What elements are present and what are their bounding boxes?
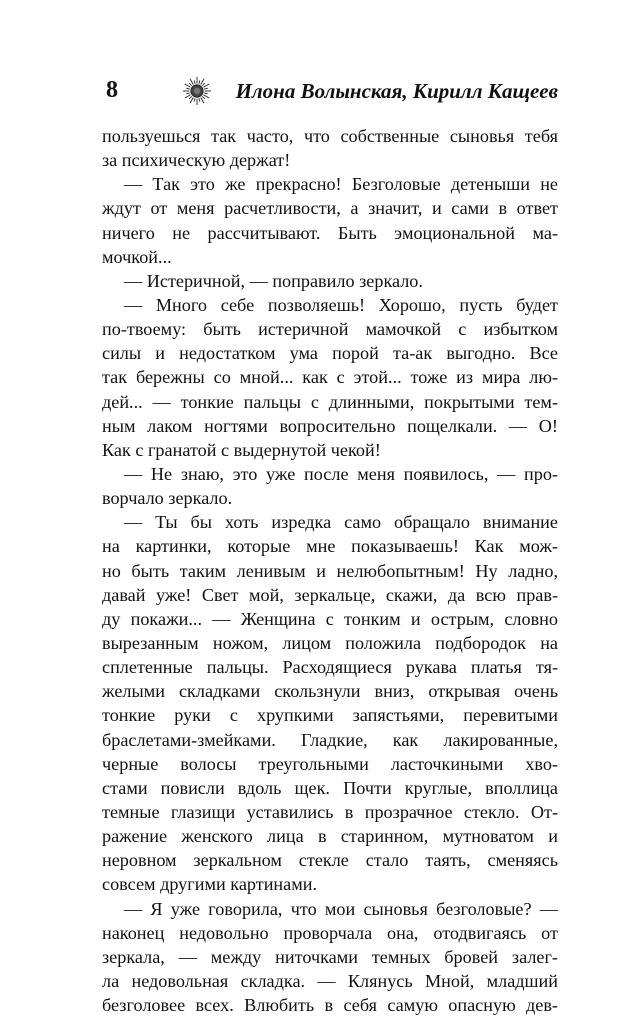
text-line: наконец недовольно проворчала она, отодвигаясь от [102, 922, 558, 943]
text-line: на картинки, которые мне показываешь! Как мож- [102, 536, 558, 557]
running-head [100, 70, 560, 110]
text-line: пользуешься так часто, что собственные сыновья тебя [102, 126, 558, 146]
text-line: темные глазищи уставились в прозрачное стекло. От- [102, 801, 558, 822]
text-line: за психическую держат! [102, 150, 291, 171]
text-line: — Много себе позволяешь! Хорошо, пусть будет [124, 294, 558, 315]
running-head-title: Илона Волынская, Кирилл Кащеев [235, 79, 558, 103]
text-line: тонкие руки с хрупкими запястьями, перевитыми [102, 705, 558, 726]
sun-ornament-icon [182, 76, 212, 106]
text-line: зеркала, — между ниточками темных бровей залег- [102, 946, 558, 967]
text-line: совсем другими картинами. [102, 874, 318, 895]
text-line: ждут от меня расчетливости, а значит, и сами в ответ [102, 198, 558, 219]
text-line: Как с гранатой с выдернутой чекой! [102, 439, 381, 460]
text-line: — Так это же прекрасно! Безголовые детеныши не [124, 174, 558, 195]
text-line: — Я уже говорила, что мои сыновья безголовые? — [124, 898, 558, 919]
text-line: силы и недостатком ума порой та-ак выгодно. Все [102, 343, 558, 364]
text-line: стами повисли вдоль щек. Почти круглые, вполлица [102, 777, 558, 798]
text-line: ла недовольная складка. — Клянусь Мной, младший [102, 970, 558, 991]
body-text [102, 124, 558, 1017]
text-line: вырезанным ножом, лицом положила подбородок на [102, 632, 558, 653]
text-line: браслетами-змейками. Гладкие, как лакированные, [102, 729, 558, 750]
text-line: мочкой... [102, 246, 172, 267]
text-line: ничего не рассчитывают. Быть эмоциональной ма- [102, 222, 558, 243]
text-line: сплетенные пальцы. Расходящиеся рукава платья тя- [102, 657, 558, 678]
text-line: давай уже! Свет мой, зеркальце, скажи, да всю прав- [102, 584, 558, 605]
text-line: — Не знаю, это уже после меня появилось, — про- [124, 463, 558, 484]
text-line: по-твоему: быть истеричной мамочкой с избытком [102, 319, 558, 340]
page-number: 8 [106, 77, 118, 103]
text-line: ным лаком ногтями вопросительно пощелкали. — О! [102, 415, 558, 436]
text-line: ражение женского лица в старинном, мутноватом и [102, 826, 558, 847]
text-line: — Ты бы хоть изредка само обращало внимание [124, 512, 558, 533]
text-line: желыми складками скользнули вниз, открывая очень [102, 681, 558, 702]
text-line: безголовее всех. Влюбить в себя самую опасную дев- [102, 995, 558, 1016]
text-line: так бережны со мной... как с этой... тоже из мира лю- [102, 367, 558, 388]
text-line: черные волосы треугольными ласточкиными хво- [102, 753, 558, 774]
text-line: ворчало зеркало. [102, 488, 233, 509]
text-line: неровном зеркальном стекле стало таять, сменяясь [102, 850, 558, 871]
text-line: но быть таким ленивым и нелюбопытным! Ну ладно, [102, 560, 558, 581]
text-line: — Истеричной, — поправило зеркало. [124, 270, 423, 291]
text-line: дей... — тонкие пальцы с длинными, покрытыми тем- [102, 391, 558, 412]
text-line: ду покажи... — Женщина с тонким и острым, словно [102, 608, 558, 629]
